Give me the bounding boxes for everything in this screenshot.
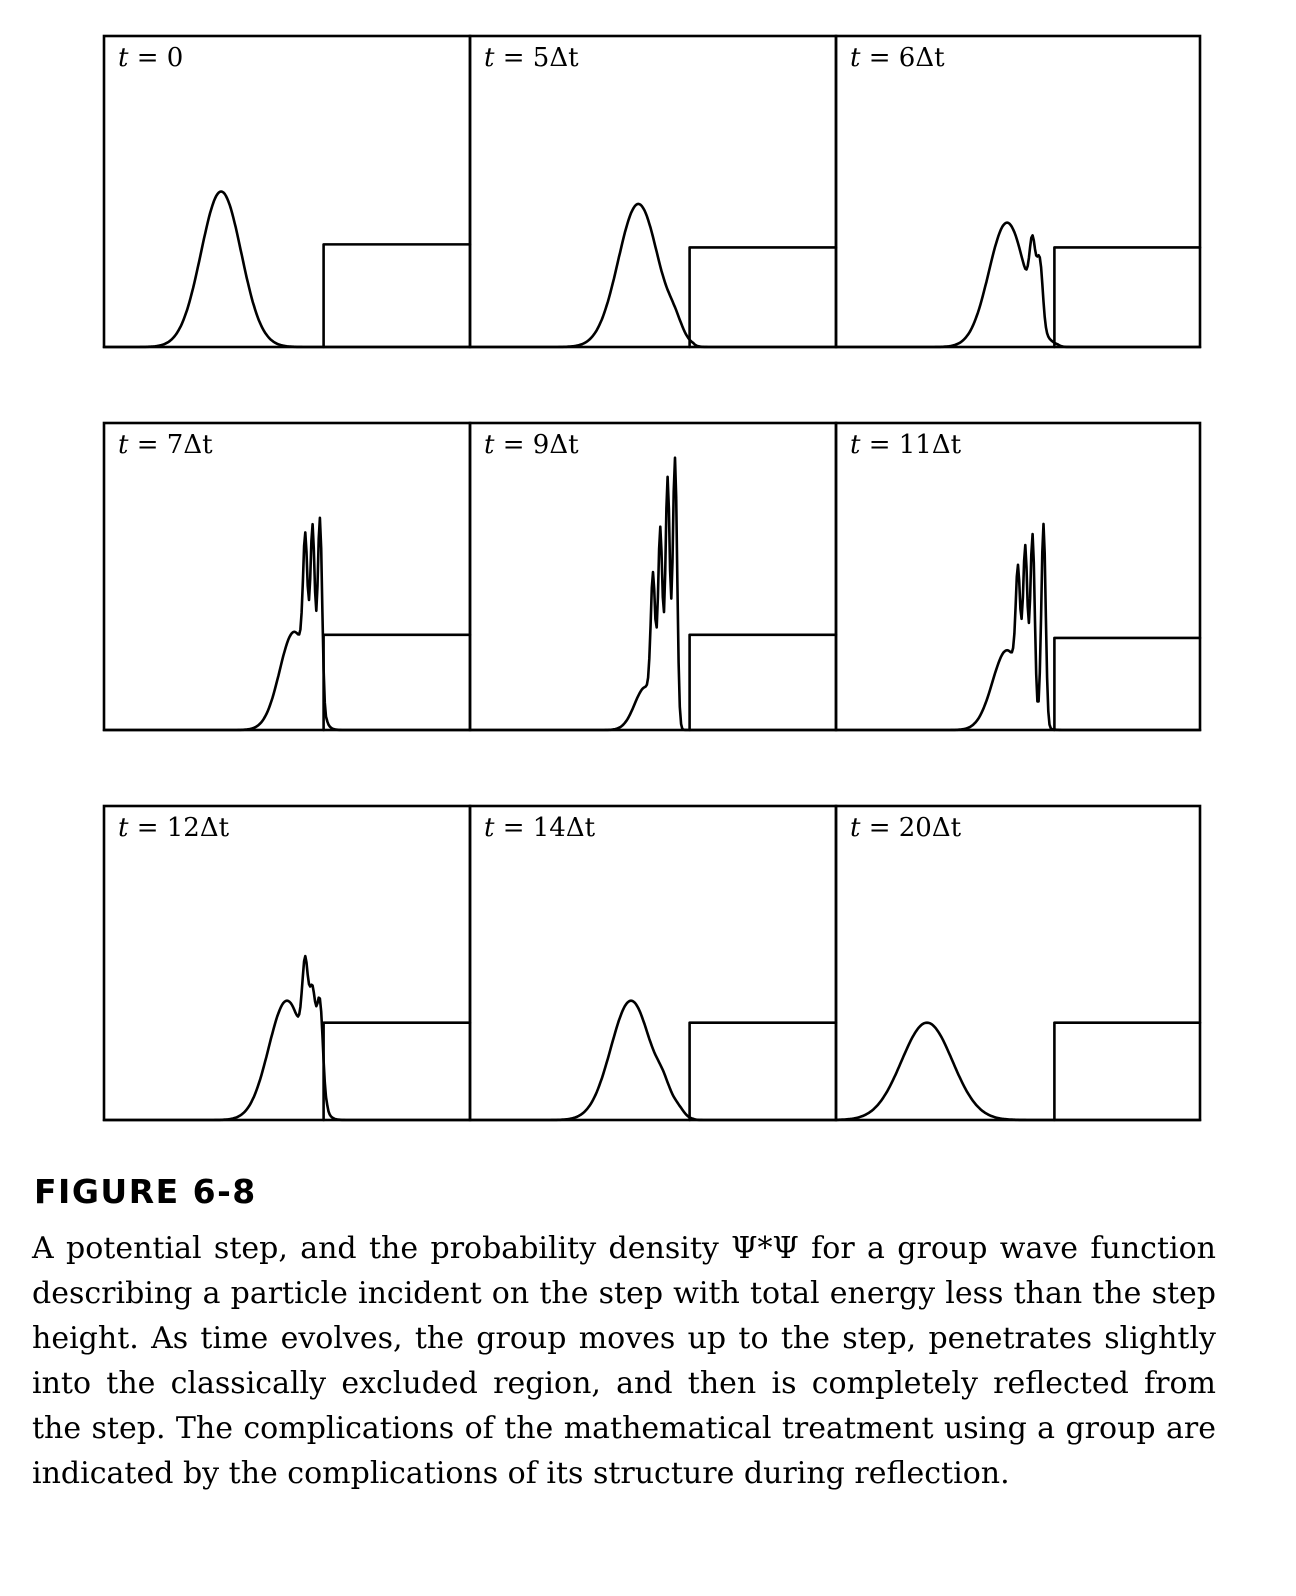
potential-step bbox=[690, 247, 836, 347]
panel-7 bbox=[470, 806, 836, 1120]
panel-5 bbox=[836, 423, 1200, 730]
time-equals: = 5 bbox=[494, 43, 550, 73]
panel-2 bbox=[836, 36, 1200, 347]
potential-step bbox=[1054, 247, 1200, 347]
probability-density-curve bbox=[836, 524, 1200, 730]
time-variable: t bbox=[484, 43, 495, 73]
panel-frame bbox=[836, 806, 1200, 1120]
panel-time-label bbox=[484, 813, 596, 843]
time-unit: Δt bbox=[199, 813, 230, 843]
time-unit: Δt bbox=[931, 430, 962, 460]
panel-frame bbox=[470, 36, 836, 347]
time-variable: t bbox=[118, 430, 129, 460]
time-variable: t bbox=[118, 43, 129, 73]
time-equals: = 7 bbox=[128, 430, 184, 460]
potential-step bbox=[1054, 638, 1200, 730]
panel-time-label bbox=[484, 430, 579, 460]
time-unit: Δt bbox=[549, 430, 579, 460]
panel-8 bbox=[836, 806, 1200, 1120]
panel-time-label bbox=[118, 813, 230, 843]
probability-density-curve bbox=[470, 458, 836, 730]
potential-step bbox=[690, 1023, 836, 1120]
panel-frame bbox=[104, 36, 470, 347]
panel-time-label bbox=[118, 43, 183, 73]
panel-time-label bbox=[484, 43, 579, 73]
time-unit: Δt bbox=[183, 430, 213, 460]
potential-step bbox=[1054, 1023, 1200, 1120]
time-variable: t bbox=[118, 813, 129, 843]
panel-0 bbox=[104, 36, 470, 347]
potential-step bbox=[324, 1023, 470, 1120]
panel-frame bbox=[470, 806, 836, 1120]
time-equals: = 9 bbox=[494, 430, 550, 460]
figure-label: FIGURE 6-8 bbox=[34, 1172, 257, 1211]
time-unit: Δt bbox=[931, 813, 962, 843]
probability-density-curve bbox=[836, 223, 1200, 347]
time-equals: = 11 bbox=[860, 430, 932, 460]
probability-density-curve bbox=[836, 1023, 1200, 1120]
time-variable: t bbox=[850, 43, 861, 73]
probability-density-curve bbox=[104, 192, 470, 348]
panel-time-label bbox=[118, 430, 213, 460]
time-variable: t bbox=[484, 430, 495, 460]
panel-time-label bbox=[850, 430, 962, 460]
figure-caption: A potential step, and the probability density Ψ*Ψ for a group wave function describing a particle incident on the step with total energy less than the step height. As time evolves, the group moves up to the step, penetrates slightly into the classically excluded region, and then is completely reflected from the step. The complications of the mathematical treatment using a group are indicated by the complications of its structure during reflection. bbox=[32, 1231, 1216, 1491]
time-unit: Δt bbox=[915, 43, 945, 73]
probability-density-curve bbox=[104, 956, 470, 1120]
panel-3 bbox=[104, 423, 470, 730]
time-variable: t bbox=[484, 813, 495, 843]
panel-frame bbox=[836, 36, 1200, 347]
time-variable: t bbox=[850, 813, 861, 843]
time-equals: = 14 bbox=[494, 813, 566, 843]
panel-4 bbox=[470, 423, 836, 730]
potential-step bbox=[690, 635, 836, 730]
panel-frame bbox=[104, 423, 470, 730]
potential-step bbox=[324, 244, 470, 347]
time-equals: = 12 bbox=[128, 813, 200, 843]
time-unit: Δt bbox=[549, 43, 579, 73]
time-unit: Δt bbox=[565, 813, 596, 843]
panel-time-label bbox=[850, 43, 945, 73]
probability-density-curve bbox=[470, 1001, 836, 1120]
time-equals: = 0 bbox=[128, 43, 184, 73]
panel-6 bbox=[104, 806, 470, 1120]
panel-1 bbox=[470, 36, 836, 347]
time-equals: = 6 bbox=[860, 43, 916, 73]
probability-density-curve bbox=[470, 204, 836, 347]
time-variable: t bbox=[850, 430, 861, 460]
panel-frame bbox=[104, 806, 470, 1120]
potential-step bbox=[324, 635, 470, 730]
panel-time-label bbox=[850, 813, 962, 843]
probability-density-curve bbox=[104, 518, 470, 730]
time-equals: = 20 bbox=[860, 813, 932, 843]
